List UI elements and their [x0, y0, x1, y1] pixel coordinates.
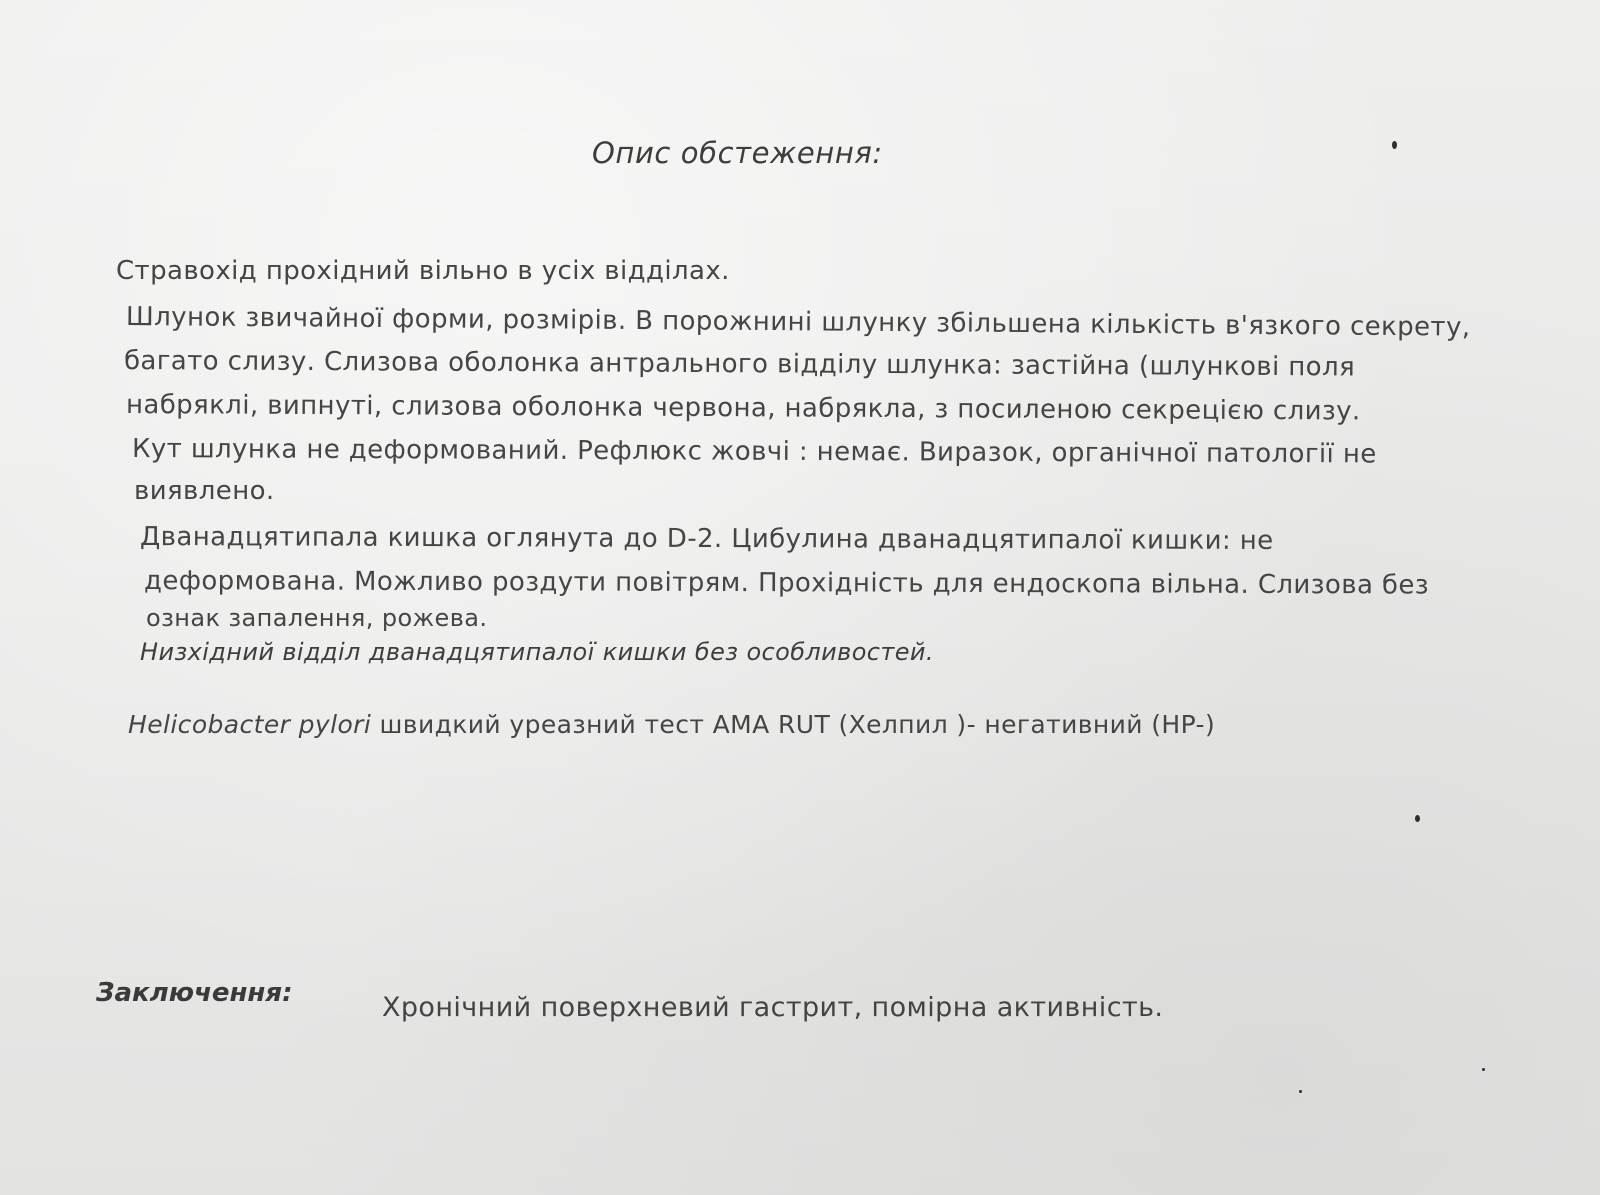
paper-speck [1299, 1090, 1302, 1093]
paper-speck [1482, 1068, 1485, 1071]
conclusion-text: Хронічний поверхневий гастрит, помірна активність. [382, 992, 1164, 1023]
hp-organism: Helicobacter pylori [128, 710, 372, 739]
paper-speck [1415, 815, 1420, 822]
findings-line-descending-duodenum: Низхідний відділ дванадцятипалої кишки без особливостей. [140, 638, 934, 666]
findings-line-esophagus: Стравохід прохідний вільно в усіх відділах. [116, 256, 730, 286]
findings-line-duodenum-1: Дванадцятипала кишка оглянута до D-2. Цибулина дванадцятипалої кишки: не [139, 522, 1274, 556]
findings-line-stomach-3: набряклі, випнуті, слизова оболонка червона, набрякла, з посиленою секрецією слизу. [125, 390, 1361, 427]
findings-line-stomach-2: багато слизу. Слизова оболонка антрального відділу шлунка: застійна (шлункові поля [123, 346, 1356, 383]
hp-test-line [128, 710, 1215, 739]
findings-line-stomach-1: Шлунок звичайної форми, розмірів. В порожнині шлунку збільшена кількість в'язкого секрету, [125, 302, 1471, 343]
findings-line-duodenum-3: ознак запалення, рожева. [146, 604, 488, 632]
findings-line-duodenum-2: деформована. Можливо роздути повітрям. Прохідність для ендоскопа вільна. Слизова без [143, 566, 1430, 601]
paper-speck [1392, 141, 1397, 149]
findings-line-stomach-5: виявлено. [134, 476, 275, 506]
findings-line-stomach-angle: Кут шлунка не деформований. Рефлюкс жовчі : немає. Виразок, органічної патології не [131, 434, 1377, 470]
conclusion-label: Заключення: [96, 978, 293, 1008]
document-title: Опис обстеження: [592, 136, 883, 170]
hp-result: швидкий уреазний тест AMA RUT (Хелпил )- негативний (HP-) [371, 710, 1216, 739]
